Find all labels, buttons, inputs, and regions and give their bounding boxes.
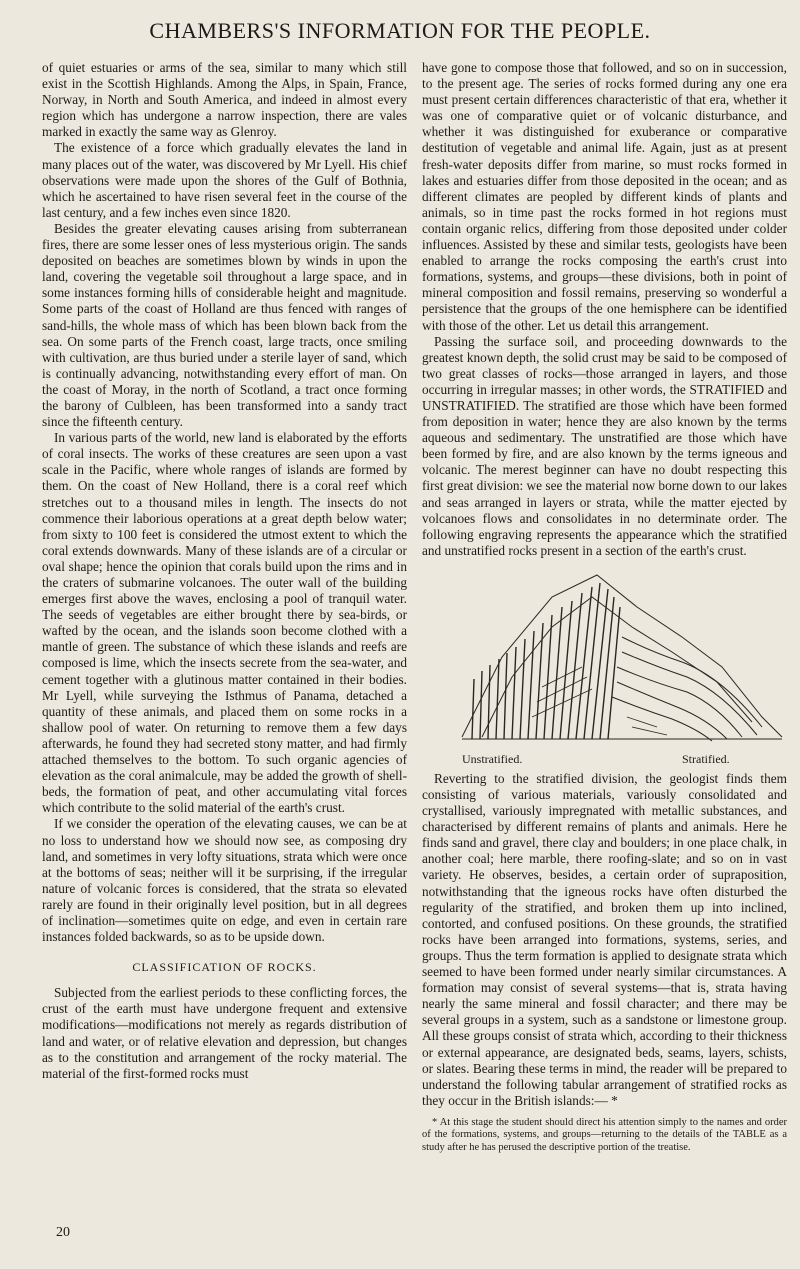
paragraph: If we consider the operation of the elevating causes, we can be at no loss to understand how we should now see, as composing dry land, and sometimes in very lofty situations, strata which were once at the bottoms of seas; neither will it be surprising, if the irregular nature of volcanic forces is considered, that the strata so elevated rarely are found in their originally level position, but in all degrees of inclination—sometimes quite on edge, and even in certain rare instances folded backwards, so as to be upside down. <box>42 816 407 945</box>
engraving-illustration <box>422 567 787 749</box>
paragraph: The existence of a force which gradually elevates the land in many places out of the water, was discovered by Mr Lyell. His chief observations were made upon the shores of the Gulf of Bothnia, which he ascertained to have risen several feet in the course of the last century, and a few inches even since 1820. <box>42 140 407 220</box>
paragraph: Passing the surface soil, and proceeding downwards to the greatest known depth, the solid crust may be said to be composed of two great classes of rocks—those arranged in layers, and those occurring in irregular masses; in other words, the STRATIFIED and UNSTRATIFIED. The stratified are those which have been formed from deposition in water; hence they are also known by the terms aqueous and sedimentary. The unstratified are those which have been formed by fire, and are also known by the terms igneous and volcanic. The merest beginner can have no doubt respecting this first great division: we see the material now borne down to our lakes and seas arranged in layers or strata, while the matter ejected by volcanoes flows and consolidates in no determinate order. The following engraving represents the appearance which the stratified and unstratified rocks present in a section of the earth's crust. <box>422 333 787 558</box>
figure-caption-unstratified: Unstratified. <box>462 751 523 766</box>
paragraph: have gone to compose those that followed, and so on in succession, to the present age. The series of rocks formed during any one era must present certain differences characteristic of that era, whether it was one of comparative quiet or of volcanic disturbance, and whether it was distinguished for exuberance or comparative destitution of vegetable and animal life. Again, just as at present fresh-water deposits differ from marine, so must rocks formed in lakes and estuaries differ from those deposited in the ocean; and as different climates are peopled by different kinds of plants and animals, so in time past the rocks formed in hot regions must contain organic relics, differing from those deposited under colder influences. Assisted by these and similar tests, geologists have been enabled to arrange the rocks composing the earth's crust into formations, systems, and groups—these divisions, both in point of mineral composition and fossil remains, preserving so wonderful a persistence that the groups of the one hemisphere can be identified with those of the other. Let us detail this arrangement. <box>422 60 787 333</box>
rock-section-engraving <box>422 567 787 767</box>
page-number: 20 <box>56 1225 70 1240</box>
footnote: * At this stage the student should direct his attention simply to the names and order of the formations, systems, and groups—returning to the details of the TABLE as a study after he has perused the descriptive portion of the treatise. <box>422 1116 787 1153</box>
running-header: CHAMBERS'S INFORMATION FOR THE PEOPLE. <box>149 18 651 43</box>
paragraph: Reverting to the stratified division, the geologist finds them consisting of various materials, variously consolidated and crystallised, variously impregnated with metallic substances, and characterised by different remains of plants and animals. Here he finds sand and gravel, there clay and boulders; in one place chalk, in another coal; here marble, there roofing-slate; and so on in vast variety. He observes, besides, a certain order of supraposition, notwithstanding that the igneous rocks have often disturbed the regularity of the stratified, and broken them up into inclined, contorted, and confused positions. On these grounds, the stratified rocks have been arranged into formations, systems, series, and groups. Thus the term formation is applied to designate strata which seemed to have been formed under nearly similar circumstances. A formation may consist of several systems—that is, strata having nearly the same mineral and fossil character; and there may be several groups in a system, such as a sandstone or limestone group. All these groups consist of strata which, according to their thickness or external appearance, are designated beds, seams, layers, schists, or slates. Bearing these terms in mind, the reader will be prepared to understand the following tabular arrangement of stratified rocks as they occur in the British islands:— * <box>422 770 787 1108</box>
right-column <box>422 60 787 1154</box>
paragraph: Besides the greater elevating causes arising from subterranean fires, there are some lesser ones of less mysterious origin. The sands deposited on beaches are sometimes blown by winds in upon the land, covering the vegetable soil throughout a large space, and in some instances forming hills of considerable height and magnitude. Some parts of the coast of Holland are thus fenced with ranges of sand-hills, the whole mass of which has been blown back from the sea. On some parts of the French coast, large tracts, once smiling with cultivation, are thus buried under a sterile layer of sand, which is continually advancing, notwithstanding every effort of man. On the coast of Moray, in the north of Scotland, a tract once forming the barony of Culbleen, has been transformed into a sandy tract since the fifteenth century. <box>42 220 407 430</box>
paragraph: Subjected from the earliest periods to these conflicting forces, the crust of the earth must have undergone frequent and extensive modifications—modifications not merely as regards distribution of land and water, or of relative elevation and depression, but changes as to the constitution and arrangement of the rocky material. The material of the first-formed rocks must <box>42 985 407 1081</box>
paragraph: of quiet estuaries or arms of the sea, similar to many which still exist in the Scottish Highlands. Among the Alps, in Spain, France, Norway, in North and South America, and indeed in almost every region which has undergone a narrow inspection, there are vales marked in exactly the same way as Glenroy. <box>42 60 407 140</box>
left-column <box>42 60 407 1082</box>
paragraph: In various parts of the world, new land is elaborated by the efforts of coral insects. The works of these creatures are seen upon a vast scale in the Pacific, where whole ranges of islands are formed by them. On the coast of New Holland, there is a coral reef which stretches out to a thousand miles in length. The insects do not commence their laborious operations at a great depth below water; from sixty to 100 feet is considered the utmost extent to which the coral extends downwards. Many of these islands are of a circular or oval shape; hence the opinion that corals build upon the rims and in the craters of submarine volcanoes. The outer wall of the building emerges first above the waves, enclosing a pool of tranquil water. The seeds of vegetables are either brought there by sea-birds, or wafted by the ocean, and the islands soon become clothed with a mantle of green. The substance of which these islands and reefs are composed is lime, which the insects secrete from the sea-water, and cement together with a glutinous matter contained in their bodies. Mr Lyell, while surveying the Isthmus of Panama, detached a quantity of these animals, and placed them on some rocks in a shallow pool of water. On returning to remove them a few days afterwards, he found they had secreted stony matter, and had firmly attached themselves to the bottom. To such organic agencies of elevation as the coral animalcule, may be added the growth of shell-beds, the formation of peat, and other accumulating vital forces which contribute to the solid material of the earth's crust. <box>42 430 407 816</box>
section-heading: CLASSIFICATION OF ROCKS. <box>132 960 317 975</box>
figure-caption-stratified: Stratified. <box>682 751 730 766</box>
